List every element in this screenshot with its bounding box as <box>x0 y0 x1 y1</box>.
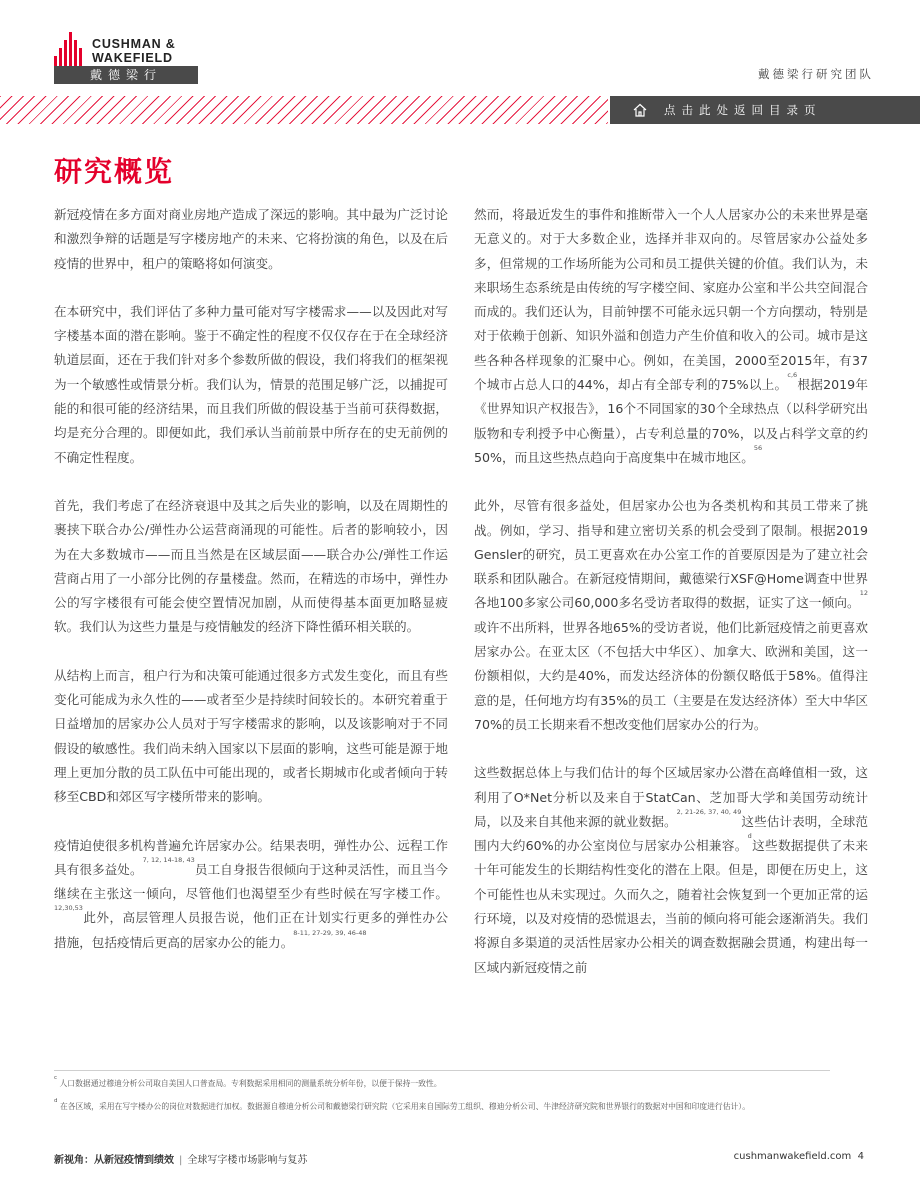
footnote-divider <box>54 1070 830 1071</box>
footnote-text: 人口数据通过穆迪分析公司取自美国人口普查局。专利数据采用相同的测量系统分析年份，以便于保持一致性。 <box>59 1079 442 1088</box>
footer-report-title <box>54 1151 307 1166</box>
paragraph-text: 或许不出所料，世界各地65%的受访者说，他们比新冠疫情之前更喜欢居家办公。在亚太区（不包括大中华区）、加拿大、欧洲和美国，这一份额相似，大约是40%，而发达经济体的份额仅略低于58%。值得注意的是，任何地方均有35%的员工（主要是在发达经济体）至大中华区70%的员工长期来看不想改变他们居家办公的行为。 <box>474 619 868 732</box>
paragraph: 从结构上而言，租户行为和决策可能通过很多方式发生变化，而且有些变化可能成为永久性的——或者至少是持续时间较长的。本研究着重于日益增加的居家办公人员对于写字楼需求的影响，以及该影响对于不同假设的敏感性。我们尚未纳入国家以下层面的影响，这些可能是源于地理上更加分散的员工队伍中可能出现的，或者长期城市化或者倾向于转移至CBD和郊区写字楼所带来的影响。 <box>54 667 448 805</box>
citation-ref: d <box>747 832 752 841</box>
citation-ref: 12 <box>859 589 868 598</box>
report-subtitle: 全球写字楼市场影响与复苏 <box>187 1155 308 1166</box>
toc-link-label: 点击此处返回目录页 <box>664 103 822 117</box>
paragraph-text: 员工自身报告很倾向于这种灵活性，而且当今继续在主张这一倾向，尽管他们也渴望至少有些时候在写字楼工作。 <box>54 861 449 902</box>
paragraph-text: 这些估计表明，全球范围内大约60%的办公室岗位与居家办公相兼容。 <box>474 813 869 854</box>
footnote-c <box>54 1075 844 1090</box>
brand-logo[interactable] <box>54 32 204 86</box>
footer-separator: | <box>179 1155 183 1166</box>
report-title: 新视角：从新冠疫情到绩效 <box>54 1155 174 1166</box>
paragraph: 新冠疫情在多方面对商业房地产造成了深远的影响。其中最为广泛讨论和激烈争辩的话题是写字楼房地产的未来、它将扮演的角色，以及在后疫情的世界中，租户的策略将如何演变。 <box>54 207 448 271</box>
footnote-text: 在各区域，采用在写字楼办公的岗位对数据进行加权。数据源自穆迪分析公司和戴德梁行研究院（它采用来自国际劳工组织、穆迪分析公司、牛津经济研究院和世界银行的数据对中国和印度进行估计）。 <box>59 1102 750 1111</box>
site-link[interactable]: cushmanwakefield.com <box>733 1151 852 1162</box>
footnote-mark: d <box>54 1098 58 1104</box>
brand-name-cn: 戴德梁行 <box>54 66 198 84</box>
decorative-hatch-band <box>0 96 608 124</box>
page-number: 4 <box>857 1151 864 1162</box>
citation-ref: 2, 21-26, 37, 40, 49 <box>676 807 742 816</box>
citation-ref: 12,30,53 <box>54 904 83 913</box>
home-icon <box>632 102 648 118</box>
citation-ref: c,6 <box>787 371 798 380</box>
research-team-label: 戴德梁行研究团队 <box>758 67 874 81</box>
paragraph-text: 根据2019年《世界知识产权报告》，16个不同国家的30个全球热点（以科学研究出版物和专利授予中心衡量），占专利总量的70%，以及占科学文章的约50%，而且这些热点趋向于高度集中在城市地区。 <box>474 377 868 465</box>
paragraph-text: 此外，尽管有很多益处，但居家办公也为各类机构和其员工带来了挑战。例如，学习、指导和建立密切关系的机会受到了限制。根据2019 Gensler的研究，员工更喜欢在办公室工作的首要原因是为了建立社会联系和团队融合。在新冠疫情期间，戴德梁行XSF@Home调查中世界各地100多家公司60,000多名受访者取得的数据，证实了这一倾向。 <box>474 498 868 611</box>
paragraph-text: 此外，高层管理人员报告说，他们正在计划实行更多的弹性办公措施，包括疫情后更高的居家办公的能力。 <box>54 910 448 950</box>
left-column <box>54 203 448 979</box>
right-column <box>474 203 868 1004</box>
paragraph-text: 然而，将最近发生的事件和推断带入一个人人居家办公的未来世界是毫无意义的。对于大多数企业，选择并非双向的。尽管居家办公益处多多，但常规的工作场所能为公司和员工提供关键的价值。我们认为，未来职场生态系统是由传统的写字楼空间、家庭办公室和半公共空间混合而成的。我们还认为，目前钟摆不可能永远只朝一个方向摆动，特别是对于依赖于创新、知识外溢和创造力产生价值和收入的公司。城市是这些各种各样现象的汇聚中心。例如，在美国，2000至2015年，有37个城市占总人口的44%，却占有全部专利的75%以上。 <box>474 207 868 393</box>
paragraph <box>474 203 868 470</box>
paragraph <box>474 761 868 980</box>
building-bars-logo-icon <box>54 32 88 66</box>
paragraph: 在本研究中，我们评估了多种力量可能对写字楼需求——以及因此对写字楼基本面的潜在影响。鉴于不确定性的程度不仅仅存在于在全球经济轨道层面，还在于我们针对多个参数所做的假设，我们将我们的框架视为一个敏感性或情景分析。我们认为，情景的范围足够广泛，以捕捉可能的和很可能的经济结果，而且我们所做的假设基于当前可获得数据，均是充分合理的。即便如此，我们承认当前前景中所存在的史无前例的不确定性程度。 <box>54 303 448 465</box>
back-to-toc-link[interactable] <box>610 96 920 124</box>
paragraph: 首先，我们考虑了在经济衰退中及其之后失业的影响，以及在周期性的裹挟下联合办公/弹性办公运营商涌现的可能性。后者的影响较小，因为在大多数城市——而且当然是在区域层面——联合办公/弹性工作运营商占用了一小部分比例的存量楼盘。然而，在精选的市场中，弹性办公的写字楼很有可能会使空置情况加剧，从而使得基本面更加略显疲软。我们认为这些力量是与疫情触发的经济下降性循环相关联的。 <box>54 497 448 635</box>
paragraph <box>474 494 868 737</box>
brand-name-en: CUSHMAN & WAKEFIELD <box>92 37 176 65</box>
citation-ref: 8-11, 27-29, 39, 46-48 <box>293 928 367 937</box>
page-title: 研究概览 <box>54 155 175 188</box>
paragraph-text: 这些数据总体上与我们估计的每个区域居家办公潜在高峰值相一致，这利用了O*Net分析以及来自于StatCan、芝加哥大学和美国劳动统计局，以及来自其他来源的就业数据。 <box>474 765 868 829</box>
footer-site <box>734 1151 864 1162</box>
paragraph <box>54 834 448 955</box>
footnote-d <box>54 1098 844 1113</box>
paragraph-text: 这些数据提供了未来十年可能发生的长期结构性变化的潜在上限。但是，即便在历史上，这个可能性也从未实现过。久而久之，随着社会恢复到一个更加正常的运行环境，以及对疫情的恐慌退去，当前的倾向将可能会逐渐消失。我们将源自多渠道的灵活性居家办公相关的调查数据融会贯通，构建出每一区域内新冠疫情之前 <box>474 838 869 975</box>
citation-ref: 7, 12, 14-18, 43 <box>142 855 195 864</box>
footnote-mark: c <box>54 1075 58 1081</box>
citation-ref: 56 <box>753 443 763 452</box>
paragraph-text: 疫情迫使很多机构普遍允许居家办公。结果表明，弹性办公、远程工作具有很多益处。 <box>54 837 448 877</box>
